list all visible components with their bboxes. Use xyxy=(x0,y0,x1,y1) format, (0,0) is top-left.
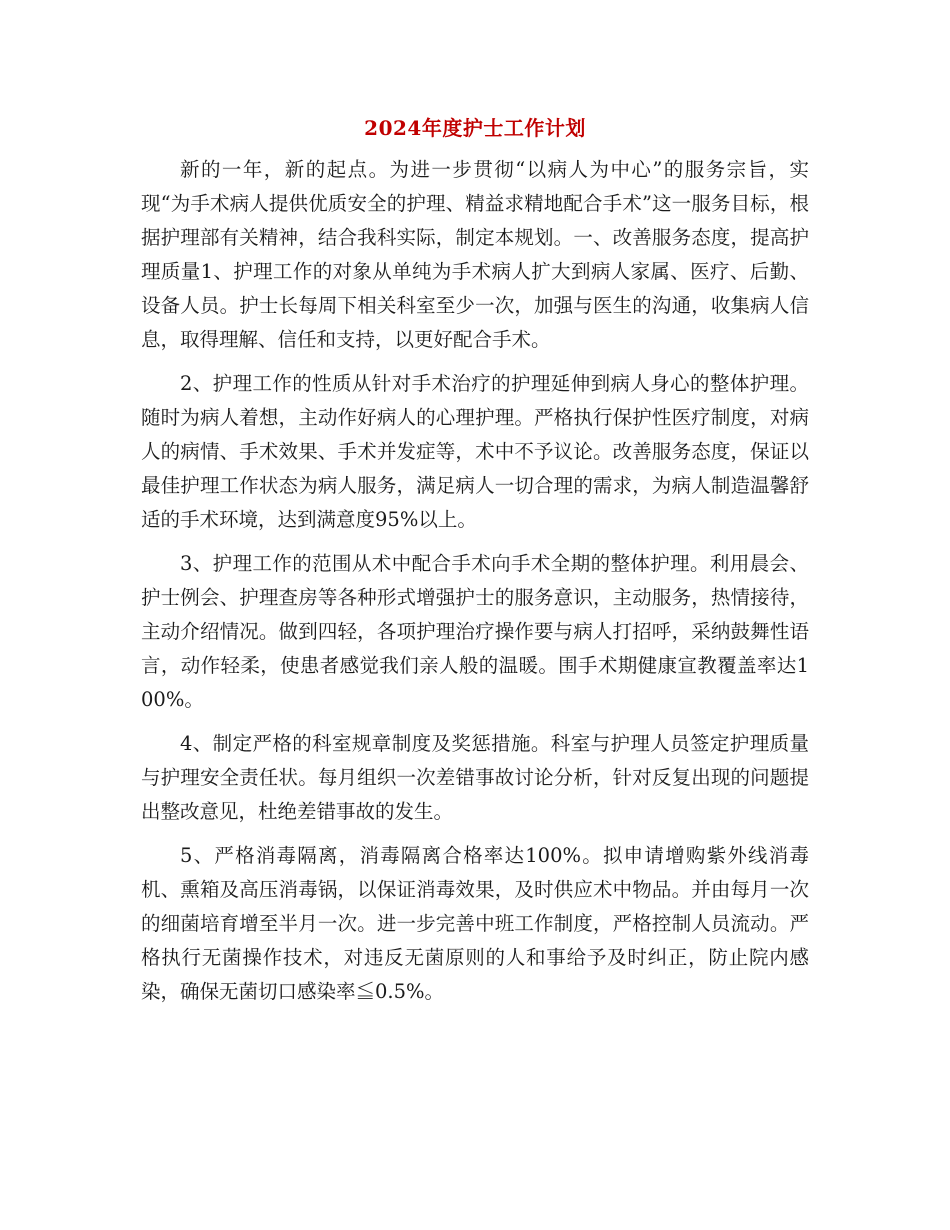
paragraph-intro: 新的一年，新的起点。为进一步贯彻“以病人为中心”的服务宗旨，实现“为手术病人提供优质安全的护理、精益求精地配合手术”这一服务目标，根据护理部有关精神，结合我科实际，制定本规划。一、改善服务态度，提高护理质量1、护理工作的对象从单纯为手术病人扩大到病人家属、医疗、后勤、设备人员。护士长每周下相关科室至少一次，加强与医生的沟通，收集病人信息，取得理解、信任和支持，以更好配合手术。 xyxy=(141,158,809,351)
document-body xyxy=(141,153,809,1019)
document-title: 2024年度护士工作计划 xyxy=(364,116,586,140)
paragraph-item-3: 3、护理工作的范围从术中配合手术向手术全期的整体护理。利用晨会、护士例会、护理查房等各种形式增强护士的服务意识，主动服务，热情接待，主动介绍情况。做到四轻，各项护理治疗操作要与病人打招呼，采纳鼓舞性语言，动作轻柔，使患者感觉我们亲人般的温暖。围手术期健康宣教覆盖率达100%。 xyxy=(141,552,809,711)
paragraph-item-2: 2、护理工作的性质从针对手术治疗的护理延伸到病人身心的整体护理。随时为病人着想，主动作好病人的心理护理。严格执行保护性医疗制度，对病人的病情、手术效果、手术并发症等，术中不予议论。改善服务态度，保证以最佳护理工作状态为病人服务，满足病人一切合理的需求，为病人制造温馨舒适的手术环境，达到满意度95%以上。 xyxy=(141,372,809,531)
paragraph-item-4: 4、制定严格的科室规章制度及奖惩措施。科室与护理人员签定护理质量与护理安全责任状。每月组织一次差错事故讨论分析，针对反复出现的问题提出整改意见，杜绝差错事故的发生。 xyxy=(141,732,809,823)
paragraph-item-5: 5、严格消毒隔离，消毒隔离合格率达100%。拟申请增购紫外线消毒机、熏箱及高压消毒锅，以保证消毒效果，及时供应术中物品。并由每月一次的细菌培育增至半月一次。进一步完善中班工作制度，严格控制人员流动。严格执行无菌操作技术，对违反无菌原则的人和事给予及时纠正，防止院内感染，确保无菌切口感染率≦0.5%。 xyxy=(141,844,809,1003)
